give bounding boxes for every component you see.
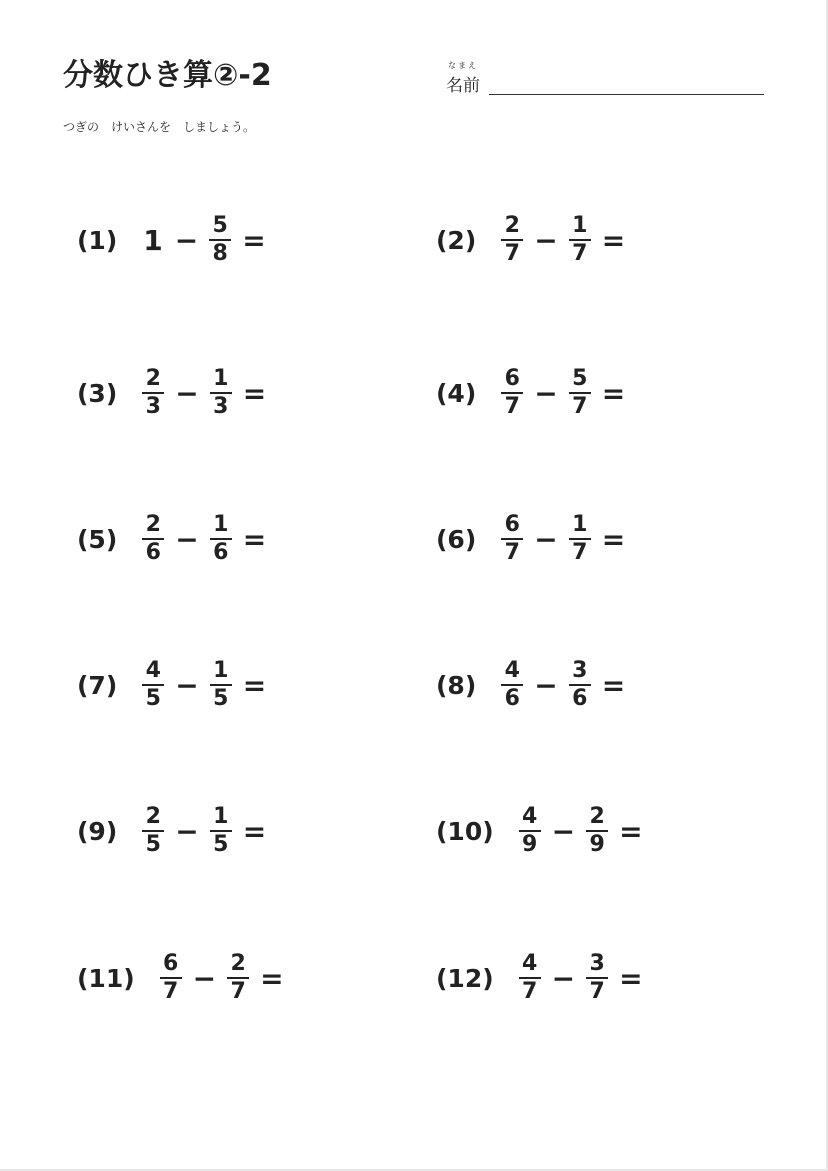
minus-sign: − [534, 522, 558, 556]
problem-number: (6) [436, 524, 477, 554]
minus-sign: − [175, 814, 199, 848]
denominator: 5 [213, 832, 229, 857]
numerator: 1 [213, 804, 229, 829]
fraction-a [142, 660, 164, 710]
fraction-a [501, 368, 523, 418]
numerator: 1 [213, 512, 229, 537]
problem-number: (3) [77, 378, 118, 408]
fraction-a [501, 660, 523, 710]
denominator: 5 [213, 686, 229, 711]
fraction-b [569, 660, 591, 710]
denominator: 7 [572, 394, 588, 419]
denominator: 8 [212, 241, 228, 266]
numerator: 2 [589, 804, 605, 829]
whole-number: 1 [143, 223, 163, 257]
numerator: 3 [572, 658, 588, 683]
denominator: 7 [163, 979, 179, 1004]
numerator: 4 [145, 658, 161, 683]
problem-12 [436, 948, 643, 1008]
fraction-b [586, 953, 608, 1003]
denominator: 6 [572, 686, 588, 711]
numerator: 5 [572, 366, 588, 391]
numerator: 2 [145, 366, 161, 391]
fraction-b [210, 368, 232, 418]
name-write-line[interactable] [489, 94, 764, 95]
problem-3 [77, 363, 266, 423]
problem-6 [436, 509, 625, 569]
numerator: 4 [504, 658, 520, 683]
fraction-b [209, 215, 231, 265]
problem-number: (1) [77, 225, 118, 255]
numerator: 3 [589, 951, 605, 976]
numerator: 4 [522, 804, 538, 829]
minus-sign: − [534, 223, 558, 257]
minus-sign: − [534, 376, 558, 410]
fraction-b [210, 660, 232, 710]
fraction-b [210, 514, 232, 564]
equals-sign: = [601, 668, 626, 702]
name-field [446, 60, 766, 100]
problem-number: (10) [436, 816, 494, 846]
denominator: 7 [504, 540, 520, 565]
fraction-b [227, 953, 249, 1003]
denominator: 7 [522, 979, 538, 1004]
denominator: 7 [504, 394, 520, 419]
denominator: 6 [145, 540, 161, 565]
numerator: 2 [145, 512, 161, 537]
numerator: 1 [213, 658, 229, 683]
fraction-a [501, 215, 523, 265]
equals-sign: = [601, 376, 626, 410]
denominator: 7 [572, 241, 588, 266]
problem-number: (9) [77, 816, 118, 846]
numerator: 2 [504, 213, 520, 238]
denominator: 3 [213, 394, 229, 419]
denominator: 7 [589, 979, 605, 1004]
fraction-a [142, 806, 164, 856]
problem-9 [77, 801, 266, 861]
numerator: 5 [212, 213, 228, 238]
fraction-a [142, 514, 164, 564]
numerator: 2 [145, 804, 161, 829]
equals-sign: = [242, 522, 267, 556]
problem-number: (7) [77, 670, 118, 700]
denominator: 9 [589, 832, 605, 857]
equals-sign: = [242, 376, 267, 410]
problem-11 [77, 948, 284, 1008]
equals-sign: = [242, 223, 266, 257]
problem-number: (2) [436, 225, 477, 255]
fraction-a [519, 953, 541, 1003]
numerator: 1 [572, 512, 588, 537]
denominator: 7 [504, 241, 520, 266]
problem-7 [77, 655, 266, 715]
fraction-a [160, 953, 182, 1003]
fraction-b [569, 368, 591, 418]
numerator: 4 [522, 951, 538, 976]
minus-sign: − [175, 376, 199, 410]
denominator: 7 [230, 979, 246, 1004]
fraction-b [569, 514, 591, 564]
problem-5 [77, 509, 266, 569]
equals-sign: = [619, 961, 643, 995]
problem-number: (8) [436, 670, 477, 700]
problem-10 [436, 801, 643, 861]
numerator: 6 [504, 512, 520, 537]
denominator: 5 [145, 686, 161, 711]
numerator: 1 [213, 366, 229, 391]
minus-sign: − [551, 814, 576, 848]
fraction-b [569, 215, 591, 265]
denominator: 3 [145, 394, 161, 419]
equals-sign: = [260, 961, 284, 995]
problem-number: (12) [436, 963, 494, 993]
worksheet-title: 分数ひき算②-2 [63, 58, 272, 93]
problem-1 [77, 210, 266, 270]
problem-4 [436, 363, 625, 423]
equals-sign: = [242, 814, 267, 848]
numerator: 6 [504, 366, 520, 391]
denominator: 6 [213, 540, 229, 565]
problem-8 [436, 655, 625, 715]
minus-sign: − [175, 668, 199, 702]
minus-sign: − [175, 522, 199, 556]
equals-sign: = [619, 814, 643, 848]
minus-sign: − [534, 668, 558, 702]
name-ruby: なまえ [448, 61, 478, 70]
minus-sign: − [174, 223, 199, 257]
problem-number: (5) [77, 524, 118, 554]
fraction-a [519, 806, 541, 856]
equals-sign: = [242, 668, 267, 702]
numerator: 1 [572, 213, 588, 238]
instruction-text: つぎの けいさんを しましょう。 [63, 120, 256, 134]
numerator: 6 [163, 951, 179, 976]
problem-number: (11) [77, 963, 135, 993]
equals-sign: = [601, 522, 626, 556]
denominator: 6 [504, 686, 520, 711]
fraction-b [210, 806, 232, 856]
problem-2 [436, 210, 625, 270]
denominator: 9 [522, 832, 538, 857]
numerator: 2 [230, 951, 246, 976]
denominator: 7 [572, 540, 588, 565]
equals-sign: = [601, 223, 626, 257]
minus-sign: − [192, 961, 217, 995]
minus-sign: − [551, 961, 576, 995]
fraction-b [586, 806, 608, 856]
name-label: 名前 [446, 76, 480, 96]
fraction-a [142, 368, 164, 418]
problem-number: (4) [436, 378, 477, 408]
fraction-a [501, 514, 523, 564]
denominator: 5 [145, 832, 161, 857]
